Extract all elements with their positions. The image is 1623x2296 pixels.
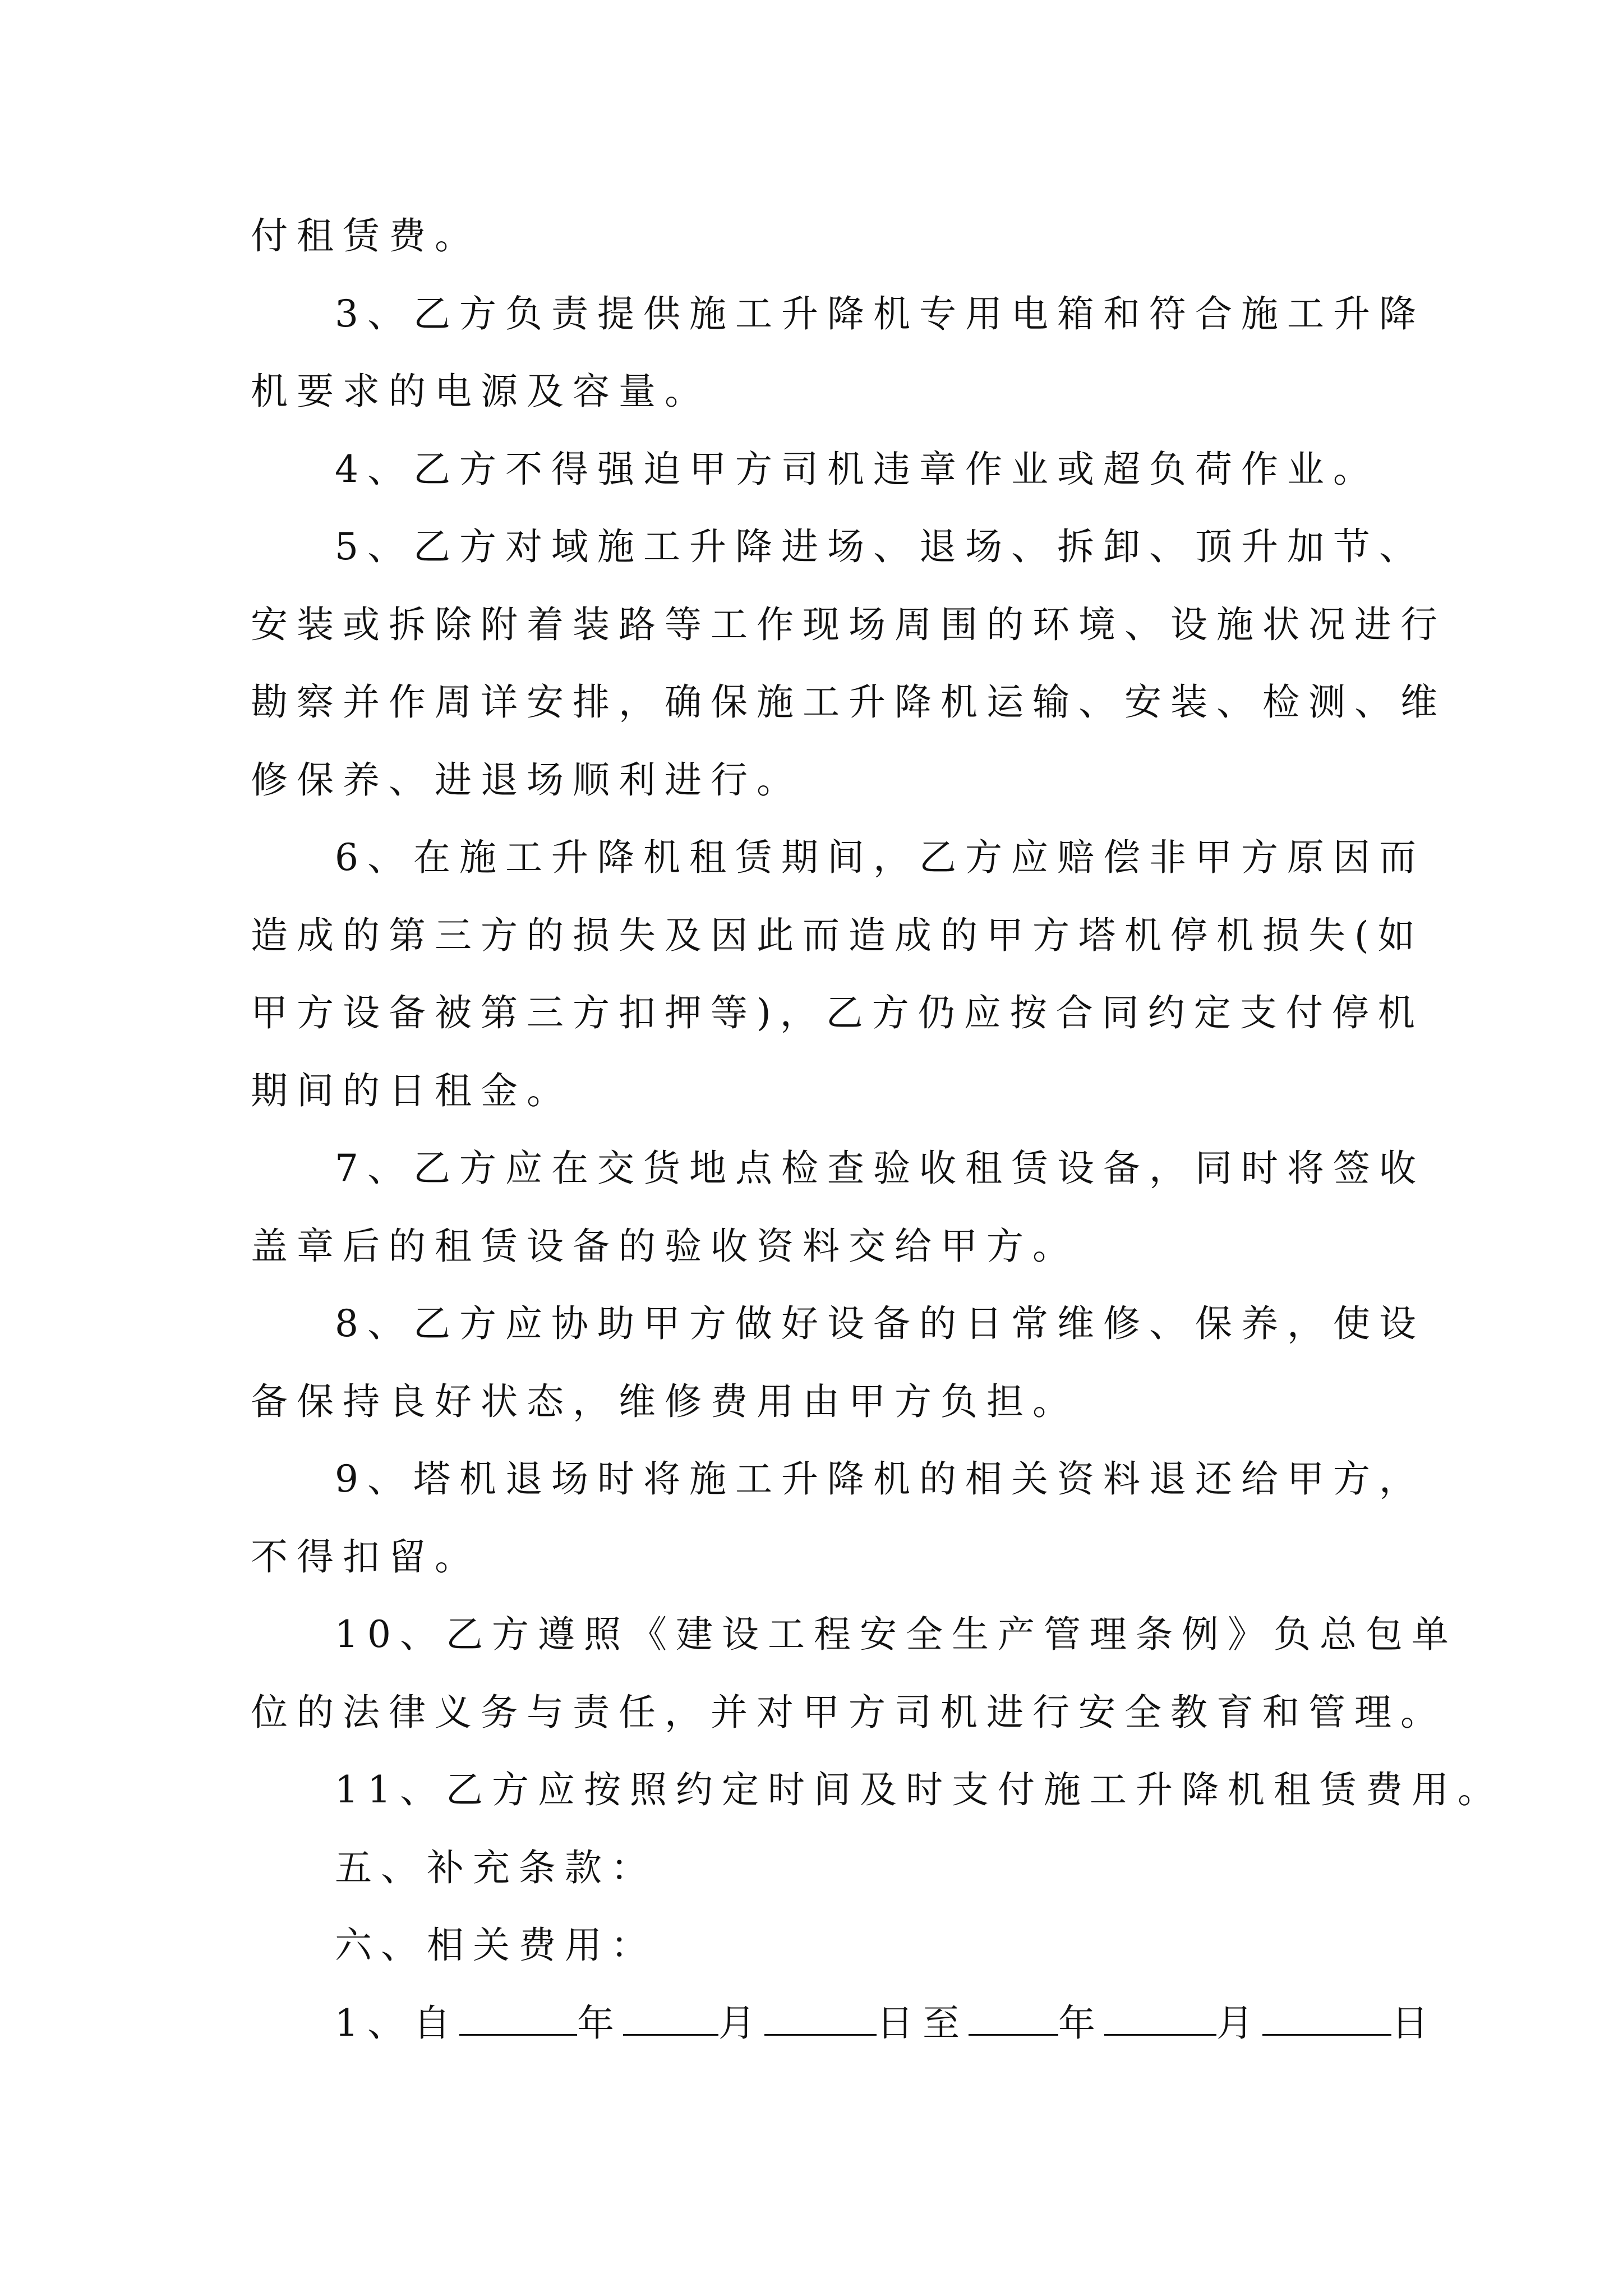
blank-field: [459, 2001, 577, 2036]
date-day-label: 日: [1391, 2001, 1437, 2045]
text-line: 安装或拆除附着装路等工作现场周围的环境、设施状况进行: [251, 603, 1446, 646]
date-year-label: 年: [577, 2001, 623, 2045]
text-line: 六、相关费用：: [335, 1924, 657, 1967]
text-line: 备保持良好状态，维修费用由甲方负担。: [251, 1380, 1078, 1423]
text-line: 不得扣留。: [251, 1535, 481, 1579]
text-line: 11、乙方应按照约定时间及时支付施工升降机租赁费用。: [335, 1768, 1504, 1811]
text-line: 7、乙方应在交货地点检查验收租赁设备，同时将签收: [335, 1147, 1425, 1190]
text-line: 甲方设备被第三方扣押等)，乙方仍应按合同约定支付停机: [251, 991, 1424, 1034]
text-line: 五、补充条款：: [335, 1846, 657, 1889]
blank-field: [764, 2001, 877, 2036]
date-year-label: 年: [1058, 2001, 1104, 2045]
text-line: 5、乙方对域施工升降进场、退场、拆卸、顶升加节、: [335, 525, 1425, 568]
text-line: 10、乙方遵照《建设工程安全生产管理条例》负总包单: [335, 1613, 1458, 1656]
text-line: 期间的日租金。: [251, 1069, 573, 1112]
text-line: 9、塔机退场时将施工升降机的相关资料退还给甲方，: [335, 1457, 1425, 1501]
blank-field: [1104, 2001, 1216, 2036]
text-line: 盖章后的租赁设备的验收资料交给甲方。: [251, 1225, 1078, 1268]
date-day-label: 日至: [877, 2001, 969, 2045]
blank-field: [623, 2001, 718, 2036]
text-line: 8、乙方应协助甲方做好设备的日常维修、保养，使设: [335, 1302, 1425, 1345]
text-line: 修保养、进退场顺利进行。: [251, 758, 803, 802]
date-month-label: 月: [1216, 2001, 1262, 2045]
date-month-label: 月: [718, 2001, 764, 2045]
text-line: 机要求的电源及容量。: [251, 370, 711, 413]
date-prefix: 1、自: [335, 2001, 459, 2045]
date-fill-line: [335, 2001, 1437, 2046]
text-line: 3、乙方负责提供施工升降机专用电箱和符合施工升降: [335, 292, 1425, 335]
text-line: 造成的第三方的损失及因此而造成的甲方塔机停机损失(如: [251, 914, 1424, 957]
text-line: 4、乙方不得强迫甲方司机违章作业或超负荷作业。: [335, 448, 1379, 491]
blank-field: [1262, 2001, 1391, 2036]
text-line: 付租赁费。: [251, 214, 481, 257]
text-line: 勘察并作周详安排，确保施工升降机运输、安装、检测、维: [251, 680, 1446, 724]
text-line: 位的法律义务与责任，并对甲方司机进行安全教育和管理。: [251, 1691, 1446, 1734]
blank-field: [969, 2001, 1058, 2036]
text-line: 6、在施工升降机租赁期间，乙方应赔偿非甲方原因而: [335, 836, 1425, 879]
